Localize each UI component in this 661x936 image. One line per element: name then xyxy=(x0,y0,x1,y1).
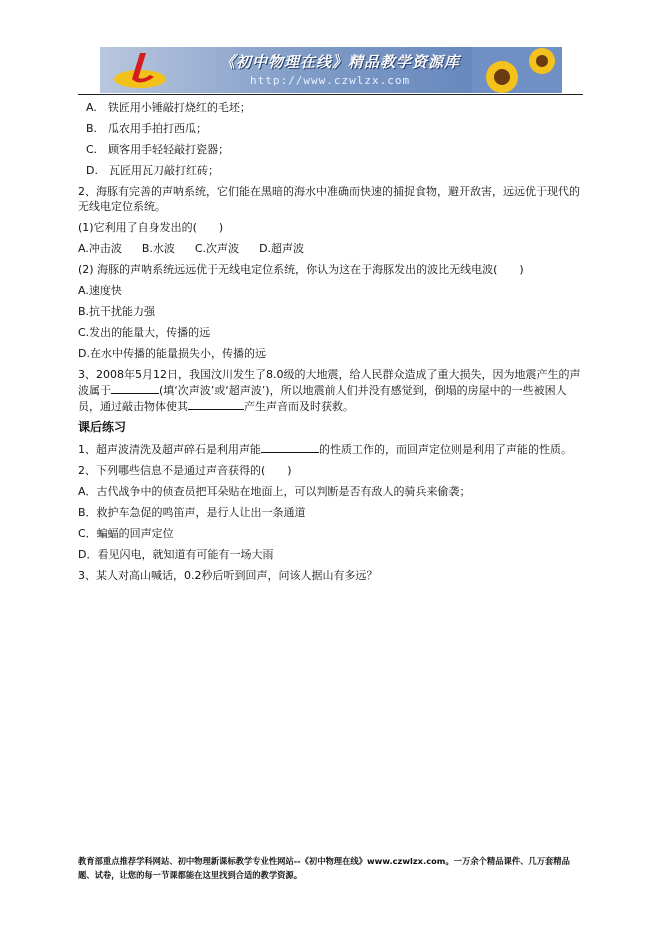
option-line: A．古代战争中的侦查员把耳朵贴在地面上，可以判断是否有敌人的骑兵来偷袭； xyxy=(78,485,471,498)
site-logo-icon xyxy=(110,49,170,91)
banner-url[interactable]: http://www.czwlzx.com xyxy=(250,74,411,87)
banner-title: 《初中物理在线》精品教学资源库 xyxy=(220,53,461,71)
option-line: D．看见闪电，就知道有可能有一场大雨 xyxy=(78,548,274,561)
document-body xyxy=(78,100,583,589)
option-line: D. 瓦匠用瓦刀敲打红砖； xyxy=(86,164,219,177)
section-heading: 课后练习 xyxy=(78,420,127,434)
question-3 xyxy=(78,367,583,414)
option: B.水波 xyxy=(141,242,175,255)
option-line: C. 顾客用手轻轻敲打瓷器； xyxy=(86,143,230,156)
question-2-sub1: (1)它利用了自身发出的( ) xyxy=(78,221,224,234)
option: A.冲击波 xyxy=(78,242,122,255)
answer-blank[interactable] xyxy=(188,398,244,410)
option-line: D.在水中传播的能量损失小，传播的远 xyxy=(78,347,266,360)
option: D.超声波 xyxy=(259,242,305,255)
answer-blank[interactable] xyxy=(111,382,159,394)
option-line: C.发出的能量大，传播的远 xyxy=(78,326,211,339)
page-footer: 教育部重点推荐学科网站、初中物理新课标教学专业性网站--《初中物理在线》www.czwlzx.com。一万余个精品课件、几万套精品题、试卷，让您的每一节课都能在这里找到合适的教学资源。 xyxy=(78,856,570,880)
question-3-text: (填‘次声波’或‘超声波’)，所以地震前人们并没有感觉到，倒塌的房屋中的一些被困人员，通过敲击物体使其 xyxy=(78,384,567,413)
after-class-question-1 xyxy=(78,441,583,457)
option-line: C．蝙蝠的回声定位 xyxy=(78,527,174,540)
after-class-question-2: 2、下列哪些信息不是通过声音获得的( ) xyxy=(78,464,292,477)
option-line: A. 铁匠用小锤敲打烧红的毛坯； xyxy=(86,101,251,114)
option: C.次声波 xyxy=(194,242,240,255)
question-2-sub1-options xyxy=(78,241,583,256)
option-line: B. 瓜农用手拍打西瓜； xyxy=(86,122,208,135)
question-3-text: 产生声音而及时获救。 xyxy=(244,400,354,413)
question-2-sub2: (2) 海豚的声呐系统远远优于无线电定位系统，你认为这在于海豚发出的波比无线电波( ) xyxy=(78,263,524,276)
header-divider xyxy=(78,94,583,95)
option-line: A.速度快 xyxy=(78,284,122,297)
header-banner xyxy=(100,47,562,93)
question-3-text: 3、2008年5月12日，我国汶川发生了8.0级的大地震，给人民群众造成了重大损失，因为地震产生的声波属于 xyxy=(78,368,581,397)
option-line: B.抗干扰能力强 xyxy=(78,305,156,318)
answer-blank[interactable] xyxy=(261,441,319,453)
question-2-stem: 2、海豚有完善的声呐系统，它们能在黑暗的海水中准确而快速的捕捉食物，避开敌害，远远优于现代的无线电定位系统。 xyxy=(78,185,580,213)
question-text: 的性质工作的，而回声定位则是利用了声能的性质。 xyxy=(319,443,572,456)
sunflower-icon xyxy=(472,47,562,93)
option-line: B．救护车急促的鸣笛声，是行人让出一条通道 xyxy=(78,506,306,519)
question-text: 1、超声波清洗及超声碎石是利用声能 xyxy=(78,443,261,456)
after-class-question-3: 3、某人对高山喊话，0.2秒后听到回声，问该人据山有多远？ xyxy=(78,569,378,582)
